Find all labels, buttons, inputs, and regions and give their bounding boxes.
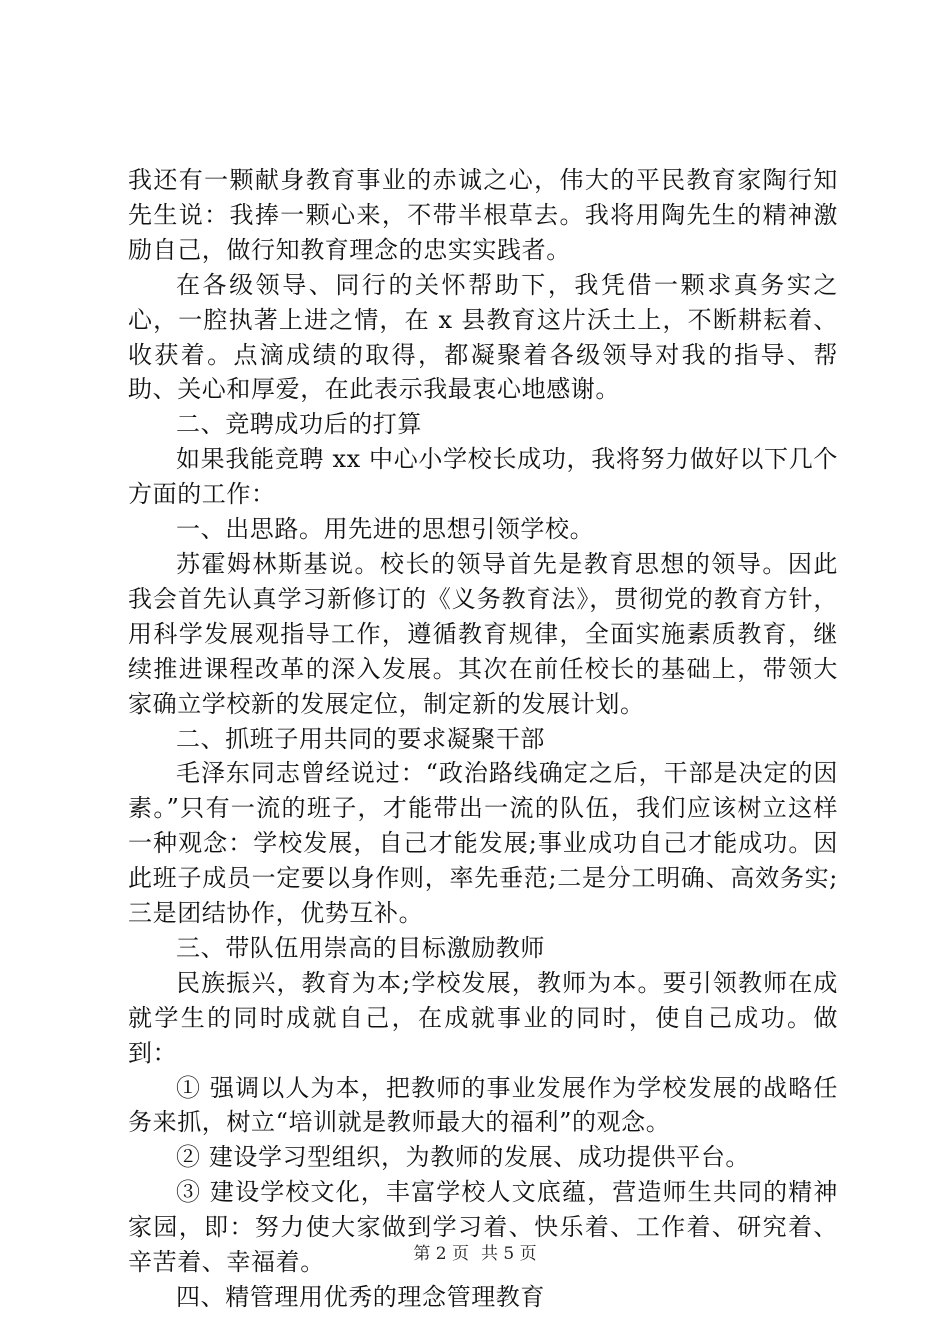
list-item-1: ① 强调以人为本，把教师的事业发展作为学校发展的战略任务来抓，树立“培训就是教师最大的福利”的观念。 xyxy=(128,1073,838,1137)
list-item-3: ③ 建设学校文化，丰富学校人文底蕴，营造师生共同的精神家园，即：努力使大家做到学习着、快乐着、工作着、研究着、辛苦着、幸福着。 xyxy=(128,1178,838,1277)
page-number: 第 2 页 xyxy=(413,1244,469,1264)
paragraph-8: 毛泽东同志曾经说过：“政治路线确定之后，干部是决定的因素。”只有一流的班子，才能带出一流的队伍，我们应该树立这样一种观念：学校发展，自己才能发展;事业成功自己才能成功。因此班子成员一定要以身作则，率先垂范;二是分工明确、高效务实;三是团结协作，优势互补。 xyxy=(128,759,838,928)
page-total: 共 5 页 xyxy=(481,1244,537,1264)
paragraph-4: 如果我能竞聘 xx 中心小学校长成功，我将努力做好以下几个方面的工作： xyxy=(128,445,838,509)
list-item-2: ② 建设学习型组织，为教师的发展、成功提供平台。 xyxy=(176,1143,751,1172)
document-body xyxy=(128,163,838,1315)
paragraph-10: 民族振兴，教育为本;学校发展，教师为本。要引领教师在成就学生的同时成就自己，在成就事业的同时，使自己成功。做到： xyxy=(128,968,838,1067)
page-footer xyxy=(0,1243,950,1265)
paragraph-1: 我还有一颗献身教育事业的赤诚之心，伟大的平民教育家陶行知先生说：我捧一颗心来，不带半根草去。我将用陶先生的精神激励自己，做行知教育理念的忠实实践者。 xyxy=(128,166,838,264)
subheading-3: 三、带队伍用崇高的目标激励教师 xyxy=(176,933,545,962)
paragraph-2: 在各级领导、同行的关怀帮助下，我凭借一颗求真务实之心，一腔执著上进之情，在 x 县教育这片沃土上，不断耕耘着、收获着。点滴成绩的取得，都凝聚着各级领导对我的指导、帮助、关心和厚爱，在此表示我最衷心地感谢。 xyxy=(128,270,838,404)
paragraph-6: 苏霍姆林斯基说。校长的领导首先是教育思想的领导。因此我会首先认真学习新修订的《义务教育法》，贯彻党的教育方针，用科学发展观指导工作，遵循教育规律，全面实施素质教育，继续推进课程改革的深入发展。其次在前任校长的基础上，带领大家确立学校新的发展定位，制定新的发展计划。 xyxy=(128,549,838,718)
subheading-4: 四、精管理用优秀的理念管理教育 xyxy=(176,1283,545,1311)
section-heading-2: 二、竞聘成功后的打算 xyxy=(176,410,422,439)
subheading-1: 一、出思路。用先进的思想引领学校。 xyxy=(176,515,595,544)
subheading-2: 二、抓班子用共同的要求凝聚干部 xyxy=(176,724,545,753)
